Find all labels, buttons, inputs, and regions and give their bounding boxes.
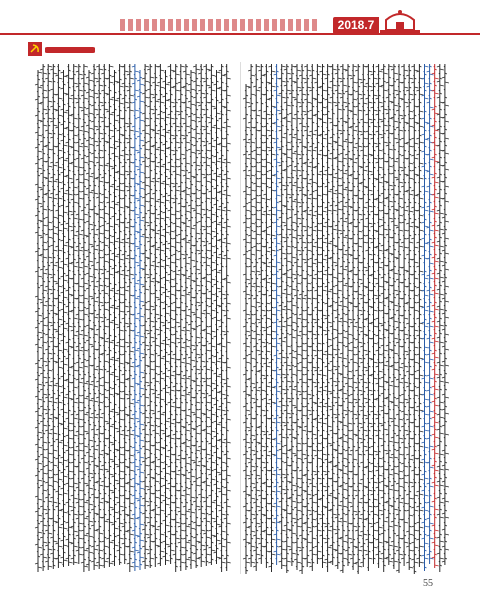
text-column <box>355 64 362 574</box>
text-column <box>279 64 286 569</box>
issue-badge: 2018.7 <box>333 17 379 34</box>
text-column <box>152 64 159 567</box>
text-column <box>243 84 250 574</box>
text-column <box>376 64 383 568</box>
text-column <box>45 64 52 570</box>
text-column <box>248 64 255 567</box>
text-column <box>61 70 68 567</box>
text-column <box>396 64 403 573</box>
text-column <box>91 64 98 570</box>
text-column <box>163 70 170 565</box>
text-column <box>198 64 205 567</box>
text-column <box>86 70 93 571</box>
text-column <box>294 64 301 570</box>
text-column <box>340 64 347 573</box>
text-column <box>320 64 327 568</box>
text-column <box>416 64 423 567</box>
text-column <box>106 64 113 567</box>
text-column <box>335 64 342 569</box>
text-column <box>427 64 434 564</box>
text-column <box>137 70 144 570</box>
text-column <box>208 64 215 565</box>
text-column <box>117 64 124 565</box>
text-column <box>437 64 444 572</box>
text-column <box>122 64 129 564</box>
text-column <box>219 64 226 572</box>
text-column <box>330 64 337 565</box>
text-column <box>66 64 73 566</box>
text-column <box>173 64 180 572</box>
text-column <box>81 64 88 572</box>
text-column <box>381 64 388 572</box>
text-column <box>132 64 139 571</box>
text-column <box>50 64 57 569</box>
text-column <box>101 64 108 568</box>
text-column <box>391 64 398 569</box>
text-column <box>386 64 393 565</box>
text-column <box>96 64 103 569</box>
text-column <box>183 64 190 570</box>
text-column <box>76 64 83 564</box>
text-column <box>147 64 154 568</box>
text-column <box>304 64 311 567</box>
text-column <box>284 64 291 573</box>
text-column <box>193 64 200 568</box>
text-column <box>112 70 119 566</box>
text-column <box>314 64 321 564</box>
text-column <box>35 70 42 572</box>
text-column <box>345 64 352 566</box>
page-number: 55 <box>423 578 433 589</box>
text-column <box>269 64 276 572</box>
text-column <box>442 64 449 565</box>
text-column <box>258 64 265 564</box>
text-column <box>371 64 378 564</box>
text-column <box>325 64 332 572</box>
text-column <box>350 64 357 570</box>
text-column <box>178 64 185 571</box>
text-column <box>253 64 260 571</box>
text-column <box>406 64 413 570</box>
text-column <box>360 64 367 567</box>
text-column <box>432 64 439 568</box>
text-column <box>188 70 195 569</box>
text-column <box>401 64 408 566</box>
text-column <box>263 64 270 568</box>
text-column <box>55 64 62 568</box>
text-column <box>203 64 210 566</box>
